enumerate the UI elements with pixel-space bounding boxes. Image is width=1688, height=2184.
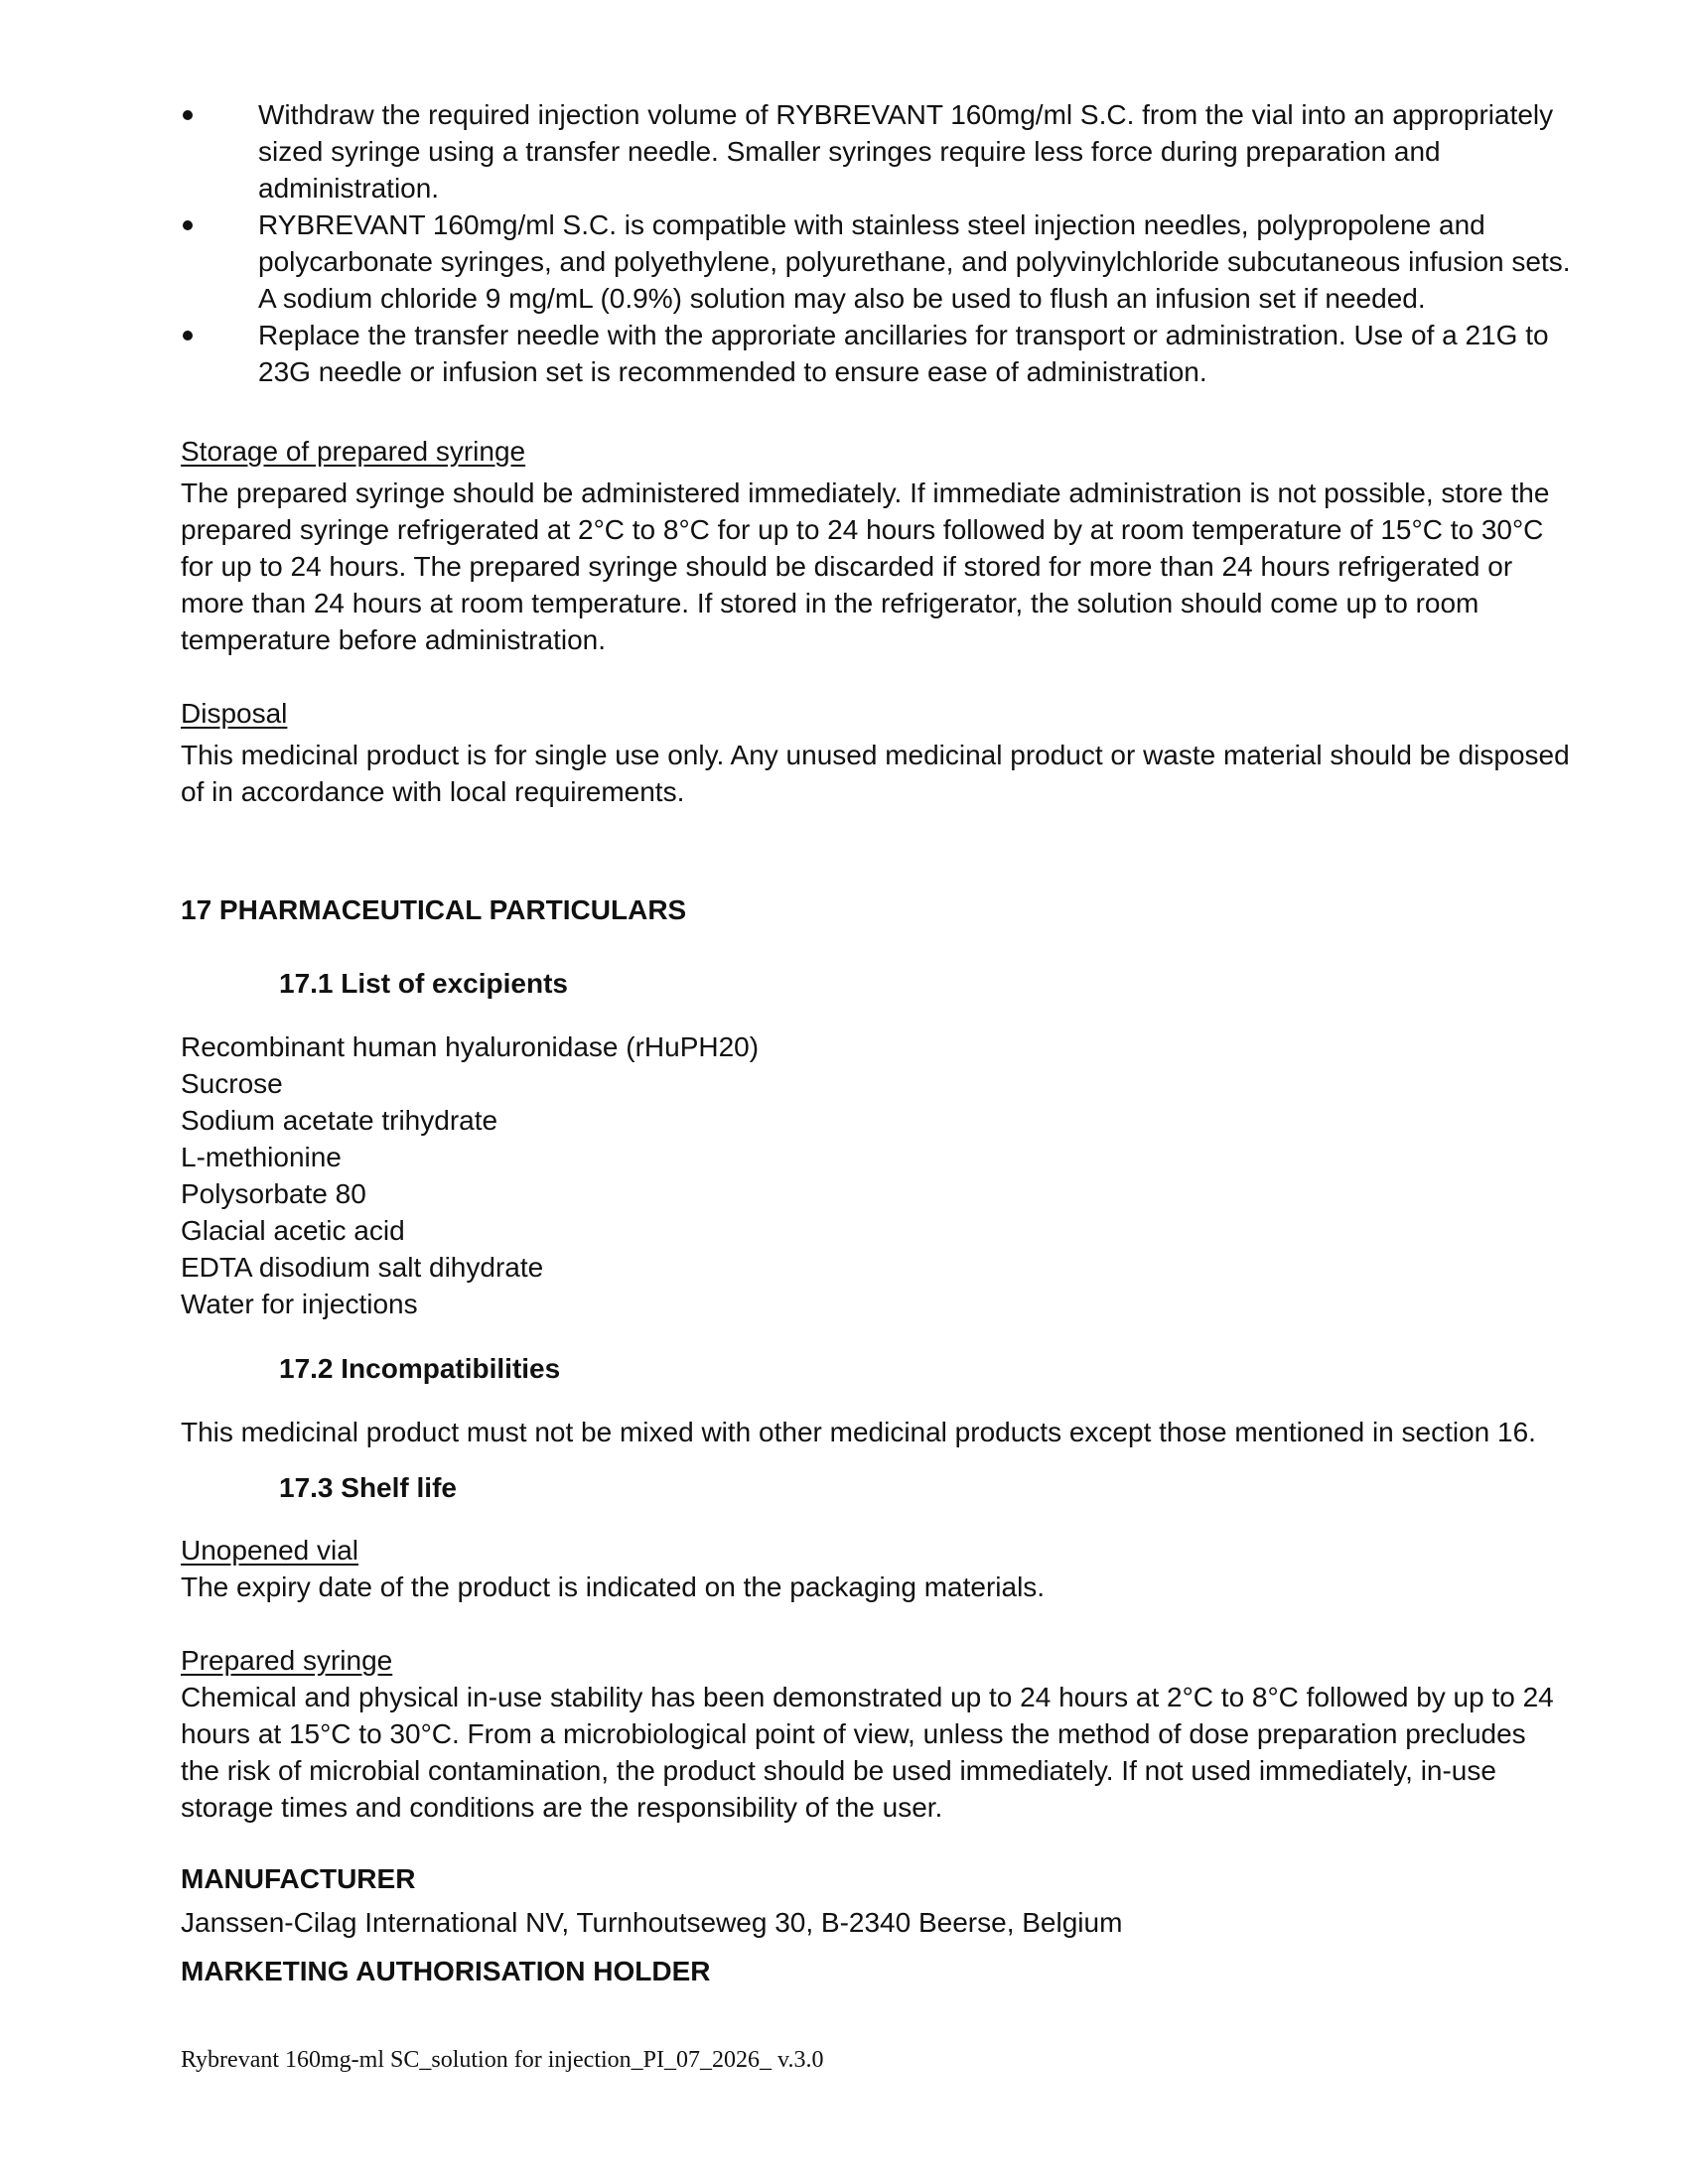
disposal-heading: Disposal (181, 698, 288, 729)
excipients-heading: 17.1 List of excipients (279, 968, 568, 999)
excipient-item: EDTA disodium salt dihydrate (181, 1252, 544, 1283)
incompatibilities-text: This medicinal product must not be mixed with other medicinal products except those mentioned in section 16. (181, 1417, 1536, 1447)
prepared-syringe-heading: Prepared syringe (181, 1645, 393, 1676)
shelf-life-heading: 17.3 Shelf life (279, 1472, 457, 1503)
excipient-item: L-methionine (181, 1142, 342, 1172)
bullet-text: Replace the transfer needle with the approriate ancillaries for transport or administration. Use of a 21G to 23G needle or infusion set is recommended to ensure ease of administration. (258, 320, 1549, 387)
excipient-item: Sucrose (181, 1068, 283, 1099)
section-17-heading: 17 PHARMACEUTICAL PARTICULARS (181, 894, 687, 925)
bullet-text: Withdraw the required injection volume of RYBREVANT 160mg/ml S.C. from the vial into an appropriately sized syringe using a transfer needle. Smaller syringes require less force during preparation and administration. (258, 99, 1554, 204)
unopened-vial-heading: Unopened vial (181, 1535, 359, 1566)
disposal-section (181, 695, 1571, 810)
excipient-item: Water for injections (181, 1289, 418, 1319)
storage-section (181, 433, 1571, 658)
excipient-item: Sodium acetate trihydrate (181, 1105, 498, 1136)
excipient-item: Glacial acetic acid (181, 1215, 405, 1246)
prepared-syringe-section (181, 1642, 1571, 1826)
storage-text: The prepared syringe should be administered immediately. If immediate administration is not possible, store the prepared syringe refrigerated at 2°C to 8°C for up to 24 hours followed by at room temperature of 15°C to 30°C for up to 24 hours. The prepared syringe should be discarded if stored for more than 24 hours refrigerated or more than 24 hours at room temperature. If stored in the refrigerator, the solution should come up to room temperature before administration. (181, 478, 1550, 655)
excipient-item: Recombinant human hyaluronidase (rHuPH20) (181, 1031, 760, 1062)
manufacturer-heading: MANUFACTURER (181, 1863, 416, 1894)
bullet-item (181, 317, 1571, 390)
excipient-item: Polysorbate 80 (181, 1178, 366, 1209)
preparation-bullet-list (181, 96, 1571, 390)
incompatibilities-heading: 17.2 Incompatibilities (279, 1353, 561, 1384)
page-footer: Rybrevant 160mg-ml SC_solution for injection_PI_07_2026_ v.3.0 (181, 2047, 824, 2073)
storage-heading: Storage of prepared syringe (181, 436, 526, 467)
manufacturer-text: Janssen-Cilag International NV, Turnhoutseweg 30, B-2340 Beerse, Belgium (181, 1907, 1123, 1938)
bullet-text: RYBREVANT 160mg/ml S.C. is compatible with stainless steel injection needles, polypropolene and polycarbonate syringes, and polyethylene, polyurethane, and polyvinylchloride subcutaneous infusion sets. A sodium chloride 9 mg/mL (0.9%) solution may also be used to flush an infusion set if needed. (258, 209, 1571, 314)
excipients-list (181, 1028, 1571, 1322)
disposal-text: This medicinal product is for single use only. Any unused medicinal product or waste material should be disposed of in accordance with local requirements. (181, 740, 1570, 807)
unopened-vial-text: The expiry date of the product is indicated on the packaging materials. (181, 1571, 1046, 1602)
mah-heading: MARKETING AUTHORISATION HOLDER (181, 1956, 711, 1986)
bullet-item (181, 96, 1571, 206)
bullet-item (181, 206, 1571, 317)
unopened-vial-section (181, 1532, 1571, 1605)
prepared-syringe-text: Chemical and physical in-use stability has been demonstrated up to 24 hours at 2°C to 8°C followed by up to 24 hours at 15°C to 30°C. From a microbiological point of view, unless the method of dose preparation precludes the risk of microbial contamination, the product should be used immediately. If not used immediately, in-use storage times and conditions are the responsibility of the user. (181, 1682, 1554, 1823)
